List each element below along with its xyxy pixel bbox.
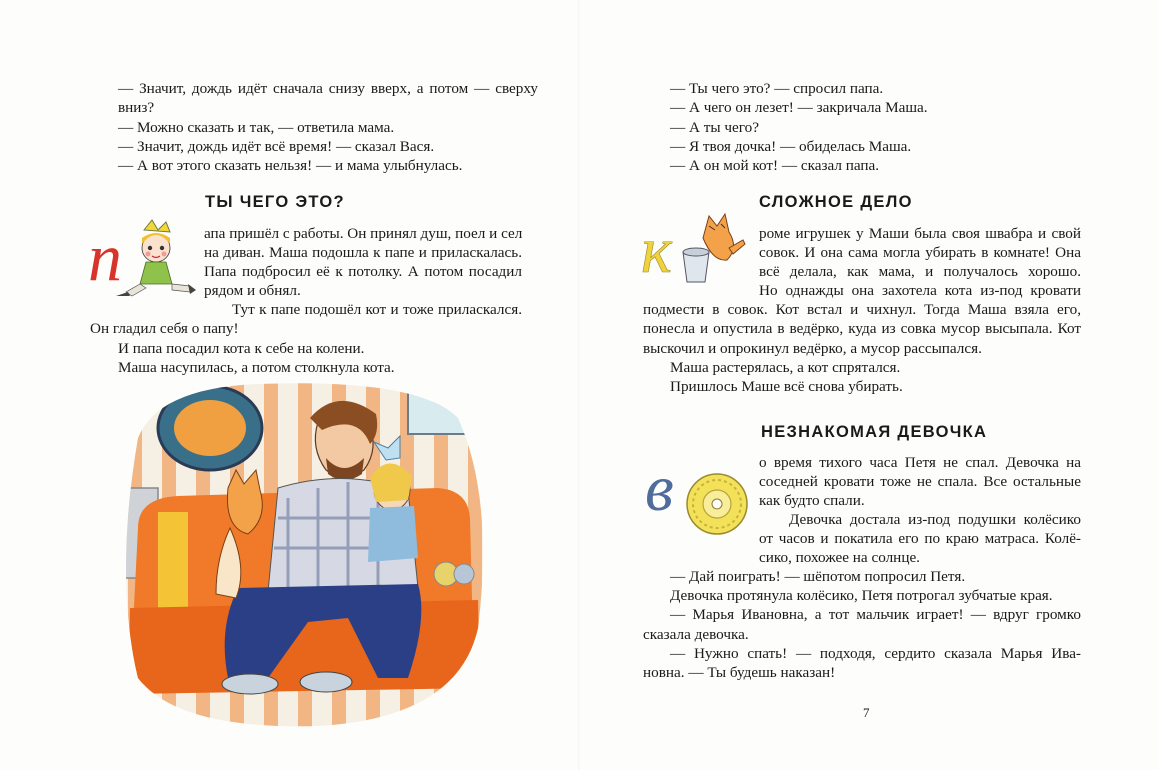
drop-cap-v-illustration — [645, 448, 755, 544]
text-line: сказала девочка. — [643, 626, 749, 643]
text-line: на диван. Маша подошла к папе и приласкалась. — [204, 244, 522, 261]
story-title: СЛОЖНОЕ ДЕЛО — [759, 193, 913, 211]
right-page — [579, 0, 1158, 770]
papa-sofa-illustration — [118, 378, 494, 730]
drop-cap-letter: к — [641, 214, 672, 287]
text-line: совок. И она сама могла убирать в комнате! Она — [759, 244, 1081, 261]
text-line: Маша насупилась, а потом столкнула кота. — [118, 359, 395, 376]
text-line: Девочка достала из-под подушки колёсико — [789, 511, 1081, 528]
text-line: апа пришёл с работы. Он принял душ, поел и сел — [204, 225, 523, 242]
text-line: подмести в совок. Кот встал и чихнул. Тогда Маша взяла его, — [643, 301, 1081, 318]
text-line: соседней кровати тоже не спала. Все остальные — [759, 473, 1081, 490]
text-line: — А вот этого сказать нельзя! — и мама улыбнулась. — [118, 157, 463, 174]
text-line: — Можно сказать и так, — ответила мама. — [118, 119, 395, 136]
text-line: — А ты чего? — [670, 119, 759, 136]
text-line: о время тихого часа Петя не спал. Девочка на — [759, 454, 1081, 471]
text-line: как будто спали. — [759, 492, 865, 509]
text-line: Девочка протянула колёсико, Петя потрогал зубчатые края. — [670, 587, 1053, 604]
text-line: понесла и опустила в ведёрко, куда из совка мусор высыпала. Кот — [643, 320, 1081, 337]
text-line: Маша растерялась, а кот спрятался. — [670, 359, 901, 376]
text-line: от часов и покатила его по краю матраса. Колё- — [759, 530, 1081, 547]
text-line: Он гладил себя о папу! — [90, 320, 239, 337]
drop-cap-letter: п — [88, 219, 122, 295]
text-line: — Значит, дождь идёт сначала снизу вверх, а потом — сверху — [118, 80, 538, 97]
story-title: ТЫ ЧЕГО ЭТО? — [205, 193, 345, 211]
text-line: И папа посадил кота к себе на колени. — [118, 340, 365, 357]
text-line: Папа подбросил её к потолку. А потом посадил — [204, 263, 522, 280]
text-line: рядом и обнял. — [204, 282, 301, 299]
text-line: — Значит, дождь идёт всё время! — сказал Вася. — [118, 138, 435, 155]
story-title: НЕЗНАКОМАЯ ДЕВОЧКА — [761, 423, 988, 441]
text-line: новна. — Ты будешь наказан! — [643, 664, 836, 681]
text-line: выскочил и опрокинул ведёрко, а мусор рассыпался. — [643, 340, 982, 357]
text-line: Но однажды она захотела кота из-под кровати — [759, 282, 1081, 299]
page-number: 7 — [863, 705, 870, 720]
text-line: всё делала, как мама, и получалось хорошо. — [759, 263, 1081, 280]
text-line: — Дай поиграть! — шёпотом попросил Петя. — [670, 568, 966, 585]
text-line: — Марья Ивановна, а тот мальчик играет! — вдруг громко — [670, 606, 1081, 623]
text-line: Пришлось Маше всё снова убирать. — [670, 378, 903, 395]
text-line: роме игрушек у Маши была своя швабра и свой — [759, 225, 1081, 242]
text-line: — А чего он лезет! — закричала Маша. — [670, 99, 928, 116]
drop-cap-p-illustration — [86, 218, 200, 302]
text-line: Тут к папе подошёл кот и тоже приласкался. — [232, 301, 522, 318]
text-line: сико, похожее на солнце. — [759, 549, 920, 566]
drop-cap-k-illustration — [639, 208, 755, 288]
text-line: — Нужно спать! — подходя, сердито сказала Марья Ива- — [670, 645, 1081, 662]
text-line: — Ты чего это? — спросил папа. — [670, 80, 884, 97]
text-line: — А он мой кот! — сказал папа. — [670, 157, 880, 174]
drop-cap-letter: в — [645, 452, 674, 525]
text-line: — Я твоя дочка! — обиделась Маша. — [670, 138, 912, 155]
text-line: вниз? — [118, 99, 155, 116]
